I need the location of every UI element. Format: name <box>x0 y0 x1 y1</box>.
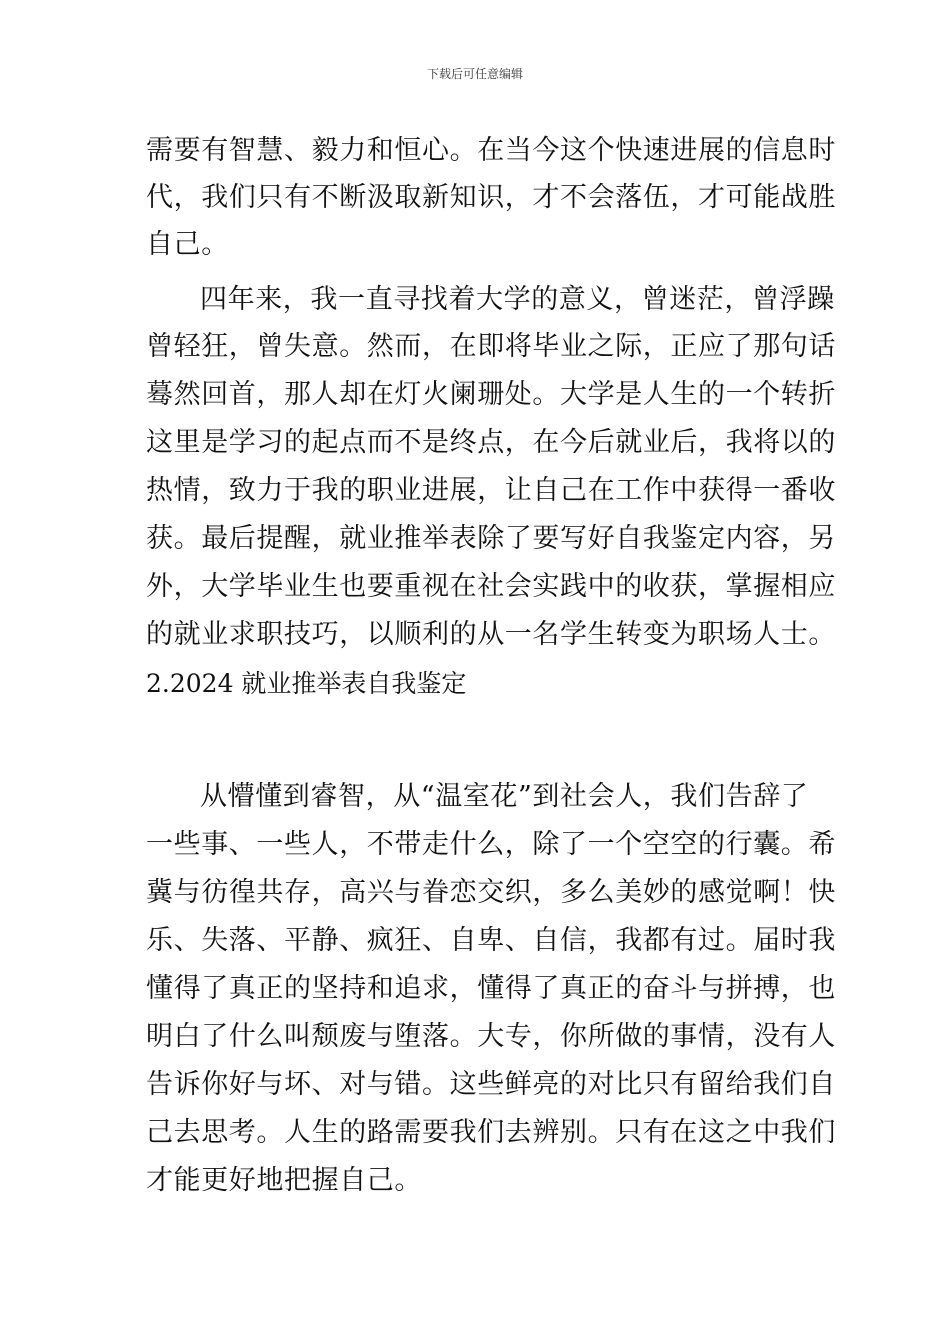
paragraph-line: 自己。 <box>146 229 229 260</box>
paragraph-line: 蓦然回首，那人却在灯火阑珊处。大学是人生的一个转折 <box>146 379 836 410</box>
paragraph-line: 告诉你好与坏、对与错。这些鲜亮的对比只有留给我们自 <box>146 1069 836 1100</box>
paragraph-line: 明白了什么叫颓废与堕落。大专，你所做的事情，没有人 <box>146 1021 836 1052</box>
paragraph-line: 需要有智慧、毅力和恒心。在当今这个快速进展的信息时 <box>146 135 836 166</box>
paragraph-line: 四年来，我一直寻找着大学的意义，曾迷茫，曾浮躁 <box>200 284 835 315</box>
paragraph-line: 获。最后提醒，就业推举表除了要写好自我鉴定内容，另 <box>146 523 836 554</box>
paragraph-line: 曾轻狂，曾失意。然而，在即将毕业之际，正应了那句话 <box>146 331 836 362</box>
paragraph-line: 懂得了真正的坚持和追求，懂得了真正的奋斗与拼搏，也 <box>146 973 836 1004</box>
section-heading: 2.2024 就业推举表自我鉴定 <box>146 669 467 698</box>
paragraph-line: 己去思考。人生的路需要我们去辨别。只有在这之中我们 <box>146 1117 836 1148</box>
paragraph-line: 的就业求职技巧，以顺利的从一名学生转变为职场人士。 <box>146 619 836 650</box>
paragraph-line: 从懵懂到睿智，从“温室花”到社会人，我们告辞了 <box>200 781 809 812</box>
paragraph-line: 乐、失落、平静、疯狂、自卑、自信，我都有过。届时我 <box>146 925 836 956</box>
paragraph-line: 外，大学毕业生也要重视在社会实践中的收获，掌握相应 <box>146 571 836 602</box>
paragraph-line: 热情，致力于我的职业进展，让自己在工作中获得一番收 <box>146 475 836 506</box>
paragraph-line: 冀与彷徨共存，高兴与眷恋交织，多么美妙的感觉啊！快 <box>146 877 836 908</box>
paragraph-line: 这里是学习的起点而不是终点，在今后就业后，我将以的 <box>146 427 836 458</box>
paragraph-line: 一些事、一些人，不带走什么，除了一个空空的行囊。希 <box>146 829 836 860</box>
page-header-note: 下载后可任意编辑 <box>426 67 523 81</box>
paragraph-line: 才能更好地把握自己。 <box>146 1165 422 1196</box>
paragraph-line: 代，我们只有不断汲取新知识，才不会落伍，才可能战胜 <box>146 182 836 213</box>
